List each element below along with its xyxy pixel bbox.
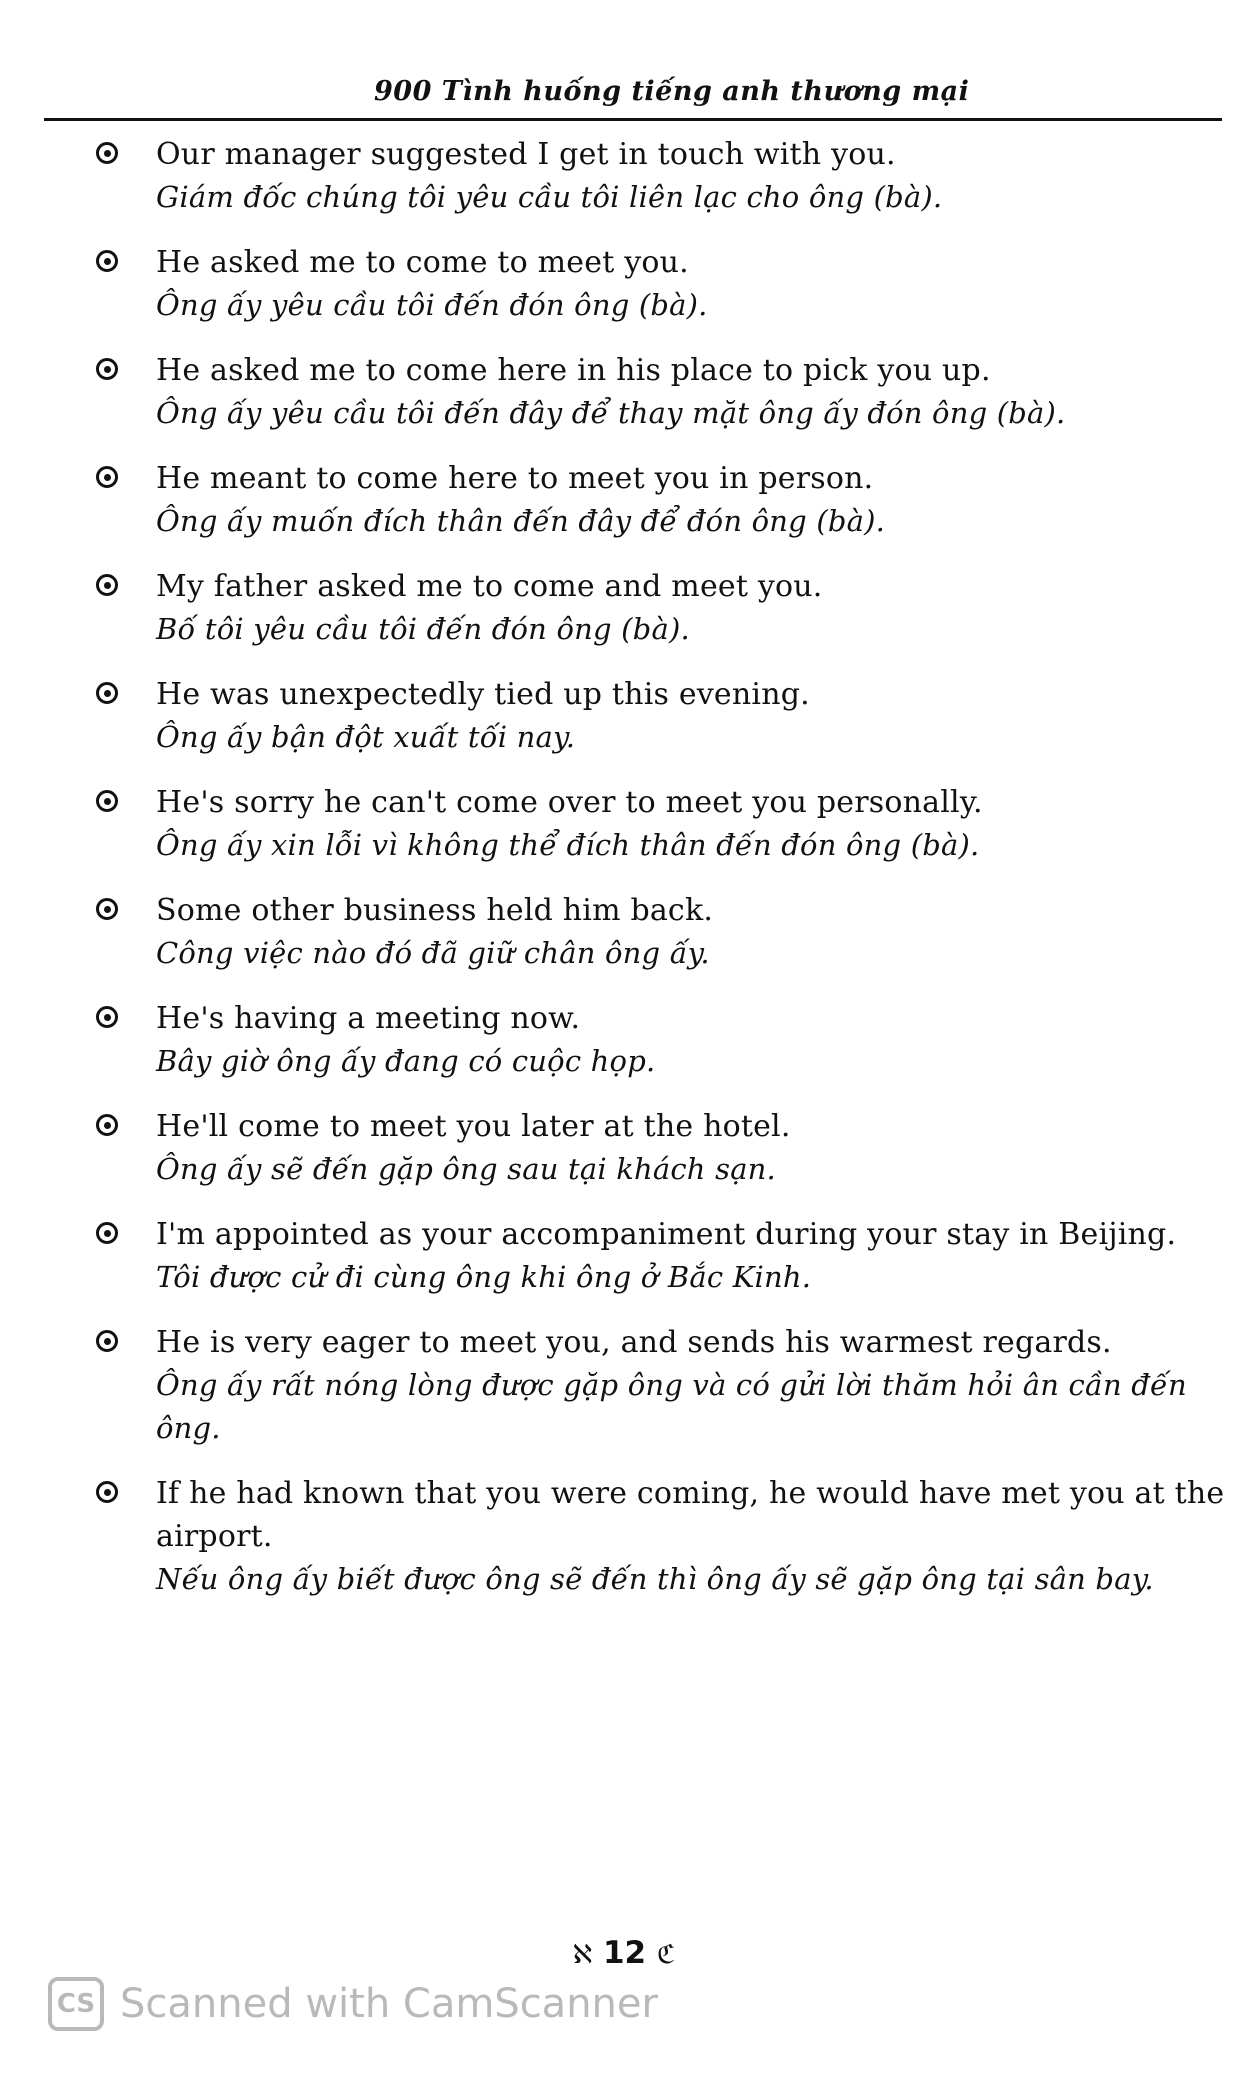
watermark-text: Scanned with CamScanner	[120, 1981, 658, 2027]
ornament-right-icon: ℭ	[656, 1940, 676, 1970]
english-sentence: He's sorry he can't come over to meet you personally.	[156, 785, 983, 820]
page-number: 12	[602, 1935, 647, 1971]
vietnamese-translation: Ông ấy muốn đích thân đến đây để đón ông (bà).	[156, 504, 886, 538]
english-sentence: He meant to come here to meet you in person.	[156, 461, 874, 496]
english-sentence: Our manager suggested I get in touch with you.	[156, 137, 896, 172]
vietnamese-translation: Ông ấy yêu cầu tôi đến đây để thay mặt ông ấy đón ông (bà).	[156, 396, 1066, 430]
english-sentence: If he had known that you were coming, he would have met you at the airport.	[156, 1476, 1225, 1554]
list-item	[96, 241, 1226, 327]
camscanner-logo-icon: CS	[48, 1977, 104, 2031]
vietnamese-translation: Ông ấy bận đột xuất tối nay.	[156, 720, 576, 754]
book-title: 900 Tình huống tiếng anh thương mại	[374, 76, 970, 107]
circle-bullet-icon	[96, 574, 118, 596]
circle-bullet-icon	[96, 142, 118, 164]
vietnamese-translation: Bây giờ ông ấy đang có cuộc họp.	[156, 1044, 656, 1078]
list-item	[96, 1105, 1226, 1191]
list-item	[96, 349, 1226, 435]
english-sentence: He is very eager to meet you, and sends his warmest regards.	[156, 1325, 1112, 1360]
list-item	[96, 457, 1226, 543]
list-item	[96, 133, 1226, 219]
circle-bullet-icon	[96, 1222, 118, 1244]
scanner-watermark	[48, 1973, 658, 2035]
english-sentence: He's having a meeting now.	[156, 1001, 581, 1036]
english-sentence: My father asked me to come and meet you.	[156, 569, 823, 604]
list-item	[96, 997, 1226, 1083]
english-sentence: I'm appointed as your accompaniment during your stay in Beijing.	[156, 1217, 1177, 1252]
header-divider	[44, 118, 1222, 121]
vietnamese-translation: Nếu ông ấy biết được ông sẽ đến thì ông ấy sẽ gặp ông tại sân bay.	[156, 1562, 1154, 1596]
vietnamese-translation: Ông ấy sẽ đến gặp ông sau tại khách sạn.	[156, 1152, 776, 1186]
ornament-left-icon: ℵ	[572, 1940, 593, 1970]
english-sentence: He'll come to meet you later at the hotel.	[156, 1109, 791, 1144]
list-item	[96, 565, 1226, 651]
circle-bullet-icon	[96, 1330, 118, 1352]
list-item	[96, 1321, 1226, 1450]
vietnamese-translation: Tôi được cử đi cùng ông khi ông ở Bắc Kinh.	[156, 1260, 812, 1294]
circle-bullet-icon	[96, 1114, 118, 1136]
list-item	[96, 781, 1226, 867]
vietnamese-translation: Bố tôi yêu cầu tôi đến đón ông (bà).	[156, 612, 690, 646]
circle-bullet-icon	[96, 1481, 118, 1503]
circle-bullet-icon	[96, 1006, 118, 1028]
list-item	[96, 673, 1226, 759]
english-sentence: He asked me to come to meet you.	[156, 245, 689, 280]
vietnamese-translation: Công việc nào đó đã giữ chân ông ấy.	[156, 936, 710, 970]
circle-bullet-icon	[96, 250, 118, 272]
english-sentence: He was unexpectedly tied up this evening.	[156, 677, 810, 712]
phrase-list	[96, 133, 1226, 1623]
circle-bullet-icon	[96, 466, 118, 488]
circle-bullet-icon	[96, 682, 118, 704]
list-item	[96, 889, 1226, 975]
circle-bullet-icon	[96, 790, 118, 812]
english-sentence: Some other business held him back.	[156, 893, 714, 928]
vietnamese-translation: Giám đốc chúng tôi yêu cầu tôi liên lạc cho ông (bà).	[156, 180, 943, 214]
list-item	[96, 1472, 1226, 1601]
circle-bullet-icon	[96, 898, 118, 920]
running-header	[44, 74, 1222, 124]
page-footer	[0, 1935, 1248, 1971]
list-item	[96, 1213, 1226, 1299]
vietnamese-translation: Ông ấy yêu cầu tôi đến đón ông (bà).	[156, 288, 708, 322]
vietnamese-translation: Ông ấy xin lỗi vì không thể đích thân đến đón ông (bà).	[156, 828, 980, 862]
circle-bullet-icon	[96, 358, 118, 380]
vietnamese-translation: Ông ấy rất nóng lòng được gặp ông và có gửi lời thăm hỏi ân cần đến ông.	[156, 1368, 1187, 1445]
english-sentence: He asked me to come here in his place to pick you up.	[156, 353, 991, 388]
